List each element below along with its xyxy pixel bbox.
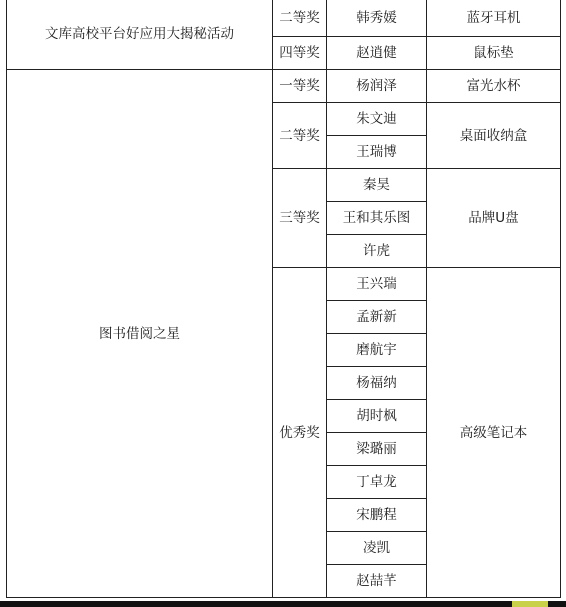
- award-level-cell: 四等奖: [273, 37, 327, 70]
- award-table-body: [7, 0, 561, 598]
- winner-cell: 韩秀媛: [327, 0, 427, 37]
- prize-cell: 蓝牙耳机: [427, 0, 561, 37]
- winner-cell: 宋鹏程: [327, 499, 427, 532]
- winner-cell: 杨润泽: [327, 70, 427, 103]
- winner-cell: 凌凯: [327, 532, 427, 565]
- winner-cell: 孟新新: [327, 301, 427, 334]
- award-level-cell: 优秀奖: [273, 268, 327, 598]
- prize-cell: 鼠标垫: [427, 37, 561, 70]
- prize-cell: 高级笔记本: [427, 268, 561, 598]
- award-level-cell: 二等奖: [273, 103, 327, 169]
- bottom-edge-tint: [512, 601, 548, 607]
- winner-cell: 王瑞博: [327, 136, 427, 169]
- winner-cell: 磨航宇: [327, 334, 427, 367]
- winner-cell: 梁璐丽: [327, 433, 427, 466]
- table-row: [7, 70, 561, 103]
- winner-cell: 王和其乐图: [327, 202, 427, 235]
- award-table: [6, 0, 561, 598]
- award-level-cell: 一等奖: [273, 70, 327, 103]
- winner-cell: 杨福纳: [327, 367, 427, 400]
- bottom-edge-bar: [0, 601, 566, 607]
- activity-cell: 图书借阅之星: [7, 70, 273, 598]
- winner-cell: 王兴瑞: [327, 268, 427, 301]
- winner-cell: 许虎: [327, 235, 427, 268]
- activity-cell: 文库高校平台好应用大揭秘活动: [7, 0, 273, 70]
- winner-cell: 朱文迪: [327, 103, 427, 136]
- table-row: [7, 0, 561, 37]
- prize-cell: 桌面收纳盒: [427, 103, 561, 169]
- winner-cell: 丁卓龙: [327, 466, 427, 499]
- winner-cell: 秦昊: [327, 169, 427, 202]
- prize-cell: 品牌U盘: [427, 169, 561, 268]
- award-level-cell: 三等奖: [273, 169, 327, 268]
- prize-cell: 富光水杯: [427, 70, 561, 103]
- winner-cell: 赵逍健: [327, 37, 427, 70]
- winner-cell: 赵喆芊: [327, 565, 427, 598]
- award-level-cell: 二等奖: [273, 0, 327, 37]
- winner-cell: 胡时枫: [327, 400, 427, 433]
